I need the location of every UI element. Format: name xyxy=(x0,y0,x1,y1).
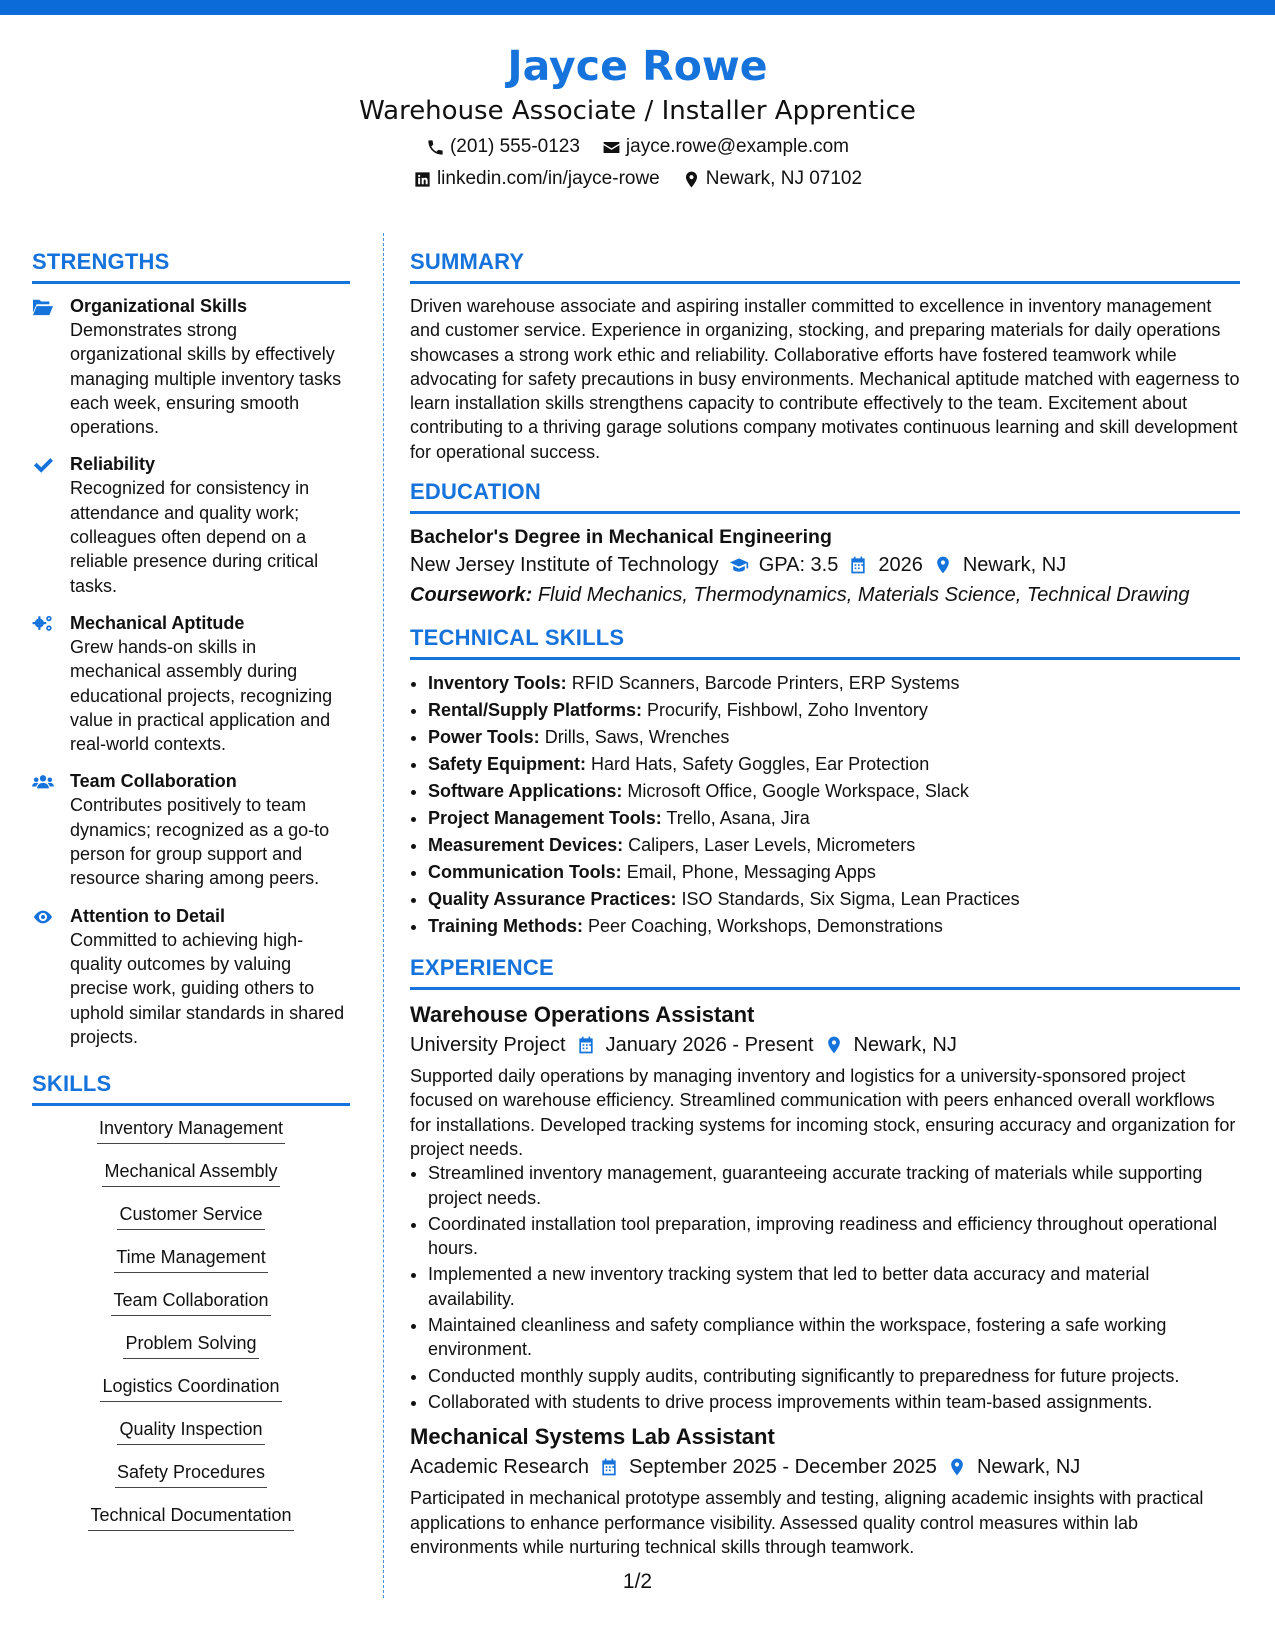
skills-list xyxy=(32,1116,350,1546)
strength-item xyxy=(32,294,350,439)
skill-tag: Customer Service xyxy=(117,1202,264,1230)
list-item xyxy=(428,751,1240,778)
list-item xyxy=(428,859,1240,886)
tech-skill-value: Microsoft Office, Google Workspace, Slack xyxy=(627,781,969,802)
gears-icon xyxy=(32,614,54,634)
strength-desc: Committed to achieving high-quality outcomes by valuing precise work, guiding others to uphold similar standards in shared projects. xyxy=(70,929,345,1047)
calendar-icon xyxy=(576,1035,596,1055)
job-dates: January 2026 - Present xyxy=(605,1034,814,1057)
linkedin-icon xyxy=(413,170,432,189)
education-location: Newark, NJ xyxy=(962,554,1067,577)
strength-title: Team Collaboration xyxy=(70,771,237,792)
gpa-text: GPA: 3.5 xyxy=(758,554,839,577)
school-name: New Jersey Institute of Technology xyxy=(410,554,719,577)
list-item xyxy=(428,778,1240,805)
job-org: Academic Research xyxy=(410,1456,589,1479)
skill-tag: Inventory Management xyxy=(97,1116,285,1144)
right-column xyxy=(410,248,1240,1559)
list-item: • Implemented a new inventory tracking system that led to better data accuracy and material availability. xyxy=(428,1262,1240,1311)
graduation-cap-icon xyxy=(729,555,749,575)
coursework-text: Fluid Mechanics, Thermodynamics, Materials Science, Technical Drawing xyxy=(537,584,1190,607)
skills-heading: SKILLS xyxy=(32,1070,350,1106)
tech-skill-value: RFID Scanners, Barcode Printers, ERP Systems xyxy=(571,673,960,694)
list-item xyxy=(428,670,1240,697)
contact-row-1 xyxy=(0,134,1275,160)
technical-skills-list xyxy=(410,670,1240,940)
left-column xyxy=(32,248,350,1546)
map-marker-icon xyxy=(933,555,953,575)
skill-tag: Logistics Coordination xyxy=(100,1374,281,1402)
education-meta xyxy=(410,550,1240,580)
job-entry xyxy=(410,1000,1240,1414)
list-item xyxy=(428,886,1240,913)
location-text: Newark, NJ 07102 xyxy=(705,168,863,189)
map-marker-icon xyxy=(824,1035,844,1055)
strength-desc: Recognized for consistency in attendance and quality work; colleagues often depend on a reliable presence during critical tasks. xyxy=(70,478,319,596)
tech-skill-label: Project Management Tools: xyxy=(428,808,662,829)
calendar-icon xyxy=(848,555,868,575)
tech-skill-label: Software Applications: xyxy=(428,781,623,802)
map-marker-icon xyxy=(947,1457,967,1477)
list-item xyxy=(428,832,1240,859)
job-description: Supported daily operations by managing inventory and logistics for a university-sponsored project focused on warehouse efficiency. Streamlined communication with peers enhanced overall workflows for installations. Developed tracking systems for incoming stock, ensuring accuracy and organization for project needs. xyxy=(410,1066,1236,1159)
folder-open-icon xyxy=(32,297,54,317)
column-divider xyxy=(383,233,384,1598)
list-item: • Coordinated installation tool preparation, improving readiness and efficiency throughout operational hours. xyxy=(428,1212,1240,1261)
summary-text: Driven warehouse associate and aspiring installer committed to excellence in inventory management and customer service. Experience in organizing, stocking, and preparing materials for daily operations showcases a strong work ethic and reliability. Collaborative efforts have fostered teamwork while advocating for safety precautions in busy environments. Mechanical aptitude matched with eagerness to learn installation skills strengthens capacity to contribute effectively to the team. Excitement about contributing to a thriving garage solutions company motivates continuous learning and skill development for operational success. xyxy=(410,296,1240,462)
resume-header xyxy=(0,40,1275,192)
tech-skill-value: Drills, Saws, Wrenches xyxy=(544,727,730,748)
strength-desc: Contributes positively to team dynamics; recognized as a go-to person for group support and resource sharing among peers. xyxy=(70,795,330,889)
job-meta xyxy=(410,1452,1240,1482)
skill-tag: Quality Inspection xyxy=(117,1417,264,1445)
tech-skill-value: Calipers, Laser Levels, Micrometers xyxy=(628,835,916,856)
technical-skills-heading: TECHNICAL SKILLS xyxy=(410,624,1240,660)
strength-desc: Grew hands-on skills in mechanical assembly during educational projects, recognizing value in practical application and real-world contexts. xyxy=(70,636,333,755)
job-location: Newark, NJ xyxy=(976,1456,1081,1479)
coursework-label: Coursework: xyxy=(410,584,533,607)
linkedin-contact[interactable] xyxy=(413,166,660,192)
check-icon xyxy=(32,455,54,475)
list-item: • Collaborated with students to drive process improvements within team-based assignments. xyxy=(428,1390,1240,1414)
skill-tag: Team Collaboration xyxy=(111,1288,270,1316)
calendar-icon xyxy=(599,1457,619,1477)
tech-skill-value: Hard Hats, Safety Goggles, Ear Protection xyxy=(591,754,930,775)
candidate-name: Jayce Rowe xyxy=(507,42,768,90)
strength-item xyxy=(32,904,350,1049)
graduation-year: 2026 xyxy=(878,554,923,577)
list-item xyxy=(428,697,1240,724)
tech-skill-label: Rental/Supply Platforms: xyxy=(428,700,643,721)
tech-skill-label: Measurement Devices: xyxy=(428,835,624,856)
top-accent-bar xyxy=(0,0,1275,15)
list-item xyxy=(428,913,1240,940)
tech-skill-label: Power Tools: xyxy=(428,727,540,748)
list-item: • Conducted monthly supply audits, contributing significantly to preparedness for future projects. xyxy=(428,1364,1240,1388)
phone-icon xyxy=(426,138,445,157)
strength-item xyxy=(32,769,350,890)
tech-skill-label: Communication Tools: xyxy=(428,862,622,883)
strength-title: Organizational Skills xyxy=(70,296,248,316)
skill-tag: Problem Solving xyxy=(123,1331,258,1359)
strength-title: Mechanical Aptitude xyxy=(70,612,245,633)
tech-skill-value: ISO Standards, Six Sigma, Lean Practices xyxy=(681,889,1020,910)
experience-heading: EXPERIENCE xyxy=(410,954,1240,990)
envelope-icon xyxy=(602,138,621,157)
strength-title: Reliability xyxy=(70,454,156,475)
strength-desc: Demonstrates strong organizational skills by effectively managing multiple inventory tasks each week, ensuring smooth operations. xyxy=(70,320,342,438)
strength-item xyxy=(32,611,350,756)
job-bullets xyxy=(410,1161,1240,1414)
users-icon xyxy=(32,772,54,792)
list-item xyxy=(428,805,1240,832)
location-contact xyxy=(682,166,862,192)
job-location: Newark, NJ xyxy=(853,1034,957,1057)
map-marker-icon xyxy=(682,170,701,189)
linkedin-text[interactable]: linkedin.com/in/jayce-rowe xyxy=(436,168,660,189)
tech-skill-value: Peer Coaching, Workshops, Demonstrations xyxy=(588,916,943,937)
phone-contact xyxy=(426,134,580,160)
skill-tag: Mechanical Assembly xyxy=(102,1159,279,1187)
skill-tag: Safety Procedures xyxy=(115,1460,267,1488)
list-item: • Maintained cleanliness and safety compliance within the workspace, fostering a safe working environment. xyxy=(428,1313,1240,1362)
list-item xyxy=(428,724,1240,751)
phone-text: (201) 555-0123 xyxy=(449,136,580,157)
job-title: Warehouse Operations Assistant xyxy=(410,1002,755,1028)
skill-tag: Technical Documentation xyxy=(88,1503,293,1531)
tech-skill-label: Safety Equipment: xyxy=(428,754,587,775)
strengths-heading: STRENGTHS xyxy=(32,248,350,284)
job-meta xyxy=(410,1030,1240,1060)
job-dates: September 2025 - December 2025 xyxy=(628,1456,937,1479)
email-text[interactable]: jayce.rowe@example.com xyxy=(625,136,850,157)
strength-item xyxy=(32,452,350,597)
job-entry xyxy=(410,1422,1240,1559)
job-description: Participated in mechanical prototype assembly and testing, aligning academic insights with practical applications to enhance performance visibility. Assessed quality control measures within lab environments while nurturing technical skills through teamwork. xyxy=(410,1488,1204,1557)
email-contact[interactable] xyxy=(602,134,849,160)
eye-icon xyxy=(32,907,54,927)
summary-heading: SUMMARY xyxy=(410,248,1240,284)
candidate-title: Warehouse Associate / Installer Apprentice xyxy=(359,96,916,126)
job-title: Mechanical Systems Lab Assistant xyxy=(410,1424,775,1450)
education-heading: EDUCATION xyxy=(410,478,1240,514)
skill-tag: Time Management xyxy=(114,1245,267,1273)
list-item: • Streamlined inventory management, guaranteeing accurate tracking of materials while supporting project needs. xyxy=(428,1161,1240,1210)
tech-skill-label: Training Methods: xyxy=(428,916,583,937)
tech-skill-value: Trello, Asana, Jira xyxy=(666,808,810,829)
coursework-line xyxy=(410,580,1240,610)
strength-title: Attention to Detail xyxy=(70,905,225,926)
tech-skill-value: Email, Phone, Messaging Apps xyxy=(626,862,876,883)
page-number: 1/2 xyxy=(622,1570,653,1593)
tech-skill-label: Inventory Tools: xyxy=(428,673,567,694)
job-org: University Project xyxy=(410,1034,566,1057)
degree-title: Bachelor's Degree in Mechanical Engineering xyxy=(410,526,832,549)
tech-skill-label: Quality Assurance Practices: xyxy=(428,889,677,910)
contact-row-2 xyxy=(0,166,1275,192)
tech-skill-value: Procurify, Fishbowl, Zoho Inventory xyxy=(647,700,928,721)
